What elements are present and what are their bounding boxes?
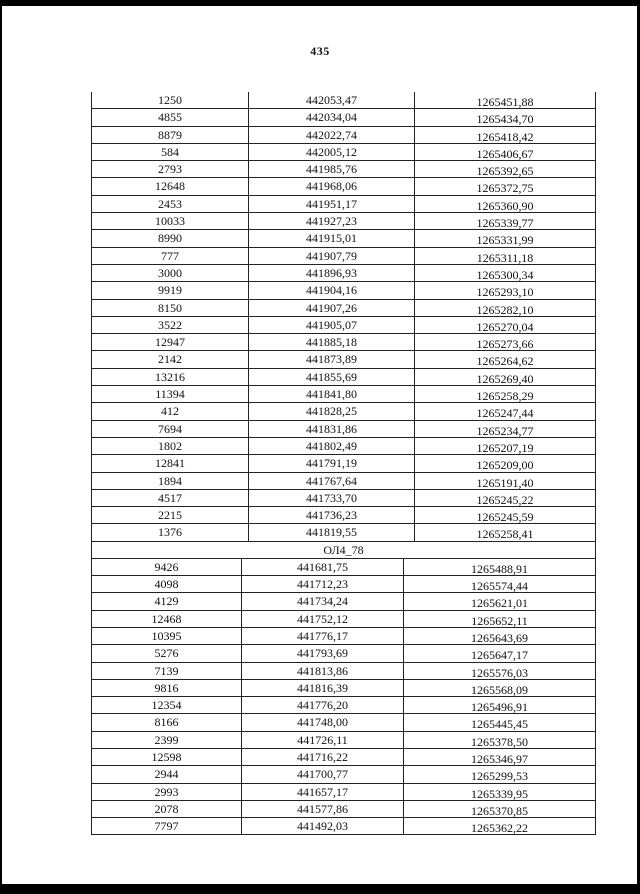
x-coordinate-cell: 442005,12 bbox=[249, 144, 415, 160]
x-coordinate-cell: 441968,06 bbox=[249, 178, 415, 194]
table-row bbox=[92, 766, 595, 783]
y-coordinate-cell: 1265311,18 bbox=[476, 250, 534, 264]
point-number-cell: 8990 bbox=[92, 230, 249, 246]
y-coordinate-cell: 1265362,22 bbox=[471, 821, 528, 835]
point-number-cell: 4129 bbox=[92, 593, 242, 609]
coordinates-table-block-2 bbox=[92, 559, 595, 836]
point-number-cell: 4517 bbox=[92, 490, 249, 506]
table-row bbox=[92, 282, 595, 299]
coordinates-table bbox=[91, 92, 596, 835]
table-row bbox=[92, 645, 595, 662]
point-number-cell: 1802 bbox=[92, 438, 249, 454]
y-coordinate-cell: 1265488,91 bbox=[471, 561, 528, 576]
x-coordinate-cell: 441736,23 bbox=[249, 507, 415, 523]
point-number-cell: 8879 bbox=[92, 127, 249, 143]
table-row bbox=[92, 144, 595, 161]
table-row bbox=[92, 593, 595, 610]
y-coordinate-cell: 1265378,50 bbox=[471, 734, 528, 748]
page-number: 435 bbox=[310, 44, 330, 58]
table-row bbox=[92, 196, 595, 213]
table-row bbox=[92, 732, 595, 749]
point-number-cell: 412 bbox=[92, 403, 249, 419]
x-coordinate-cell: 441907,79 bbox=[249, 248, 415, 264]
point-number-cell: 7694 bbox=[92, 421, 249, 437]
x-coordinate-cell: 442053,47 bbox=[249, 92, 415, 108]
point-number-cell: 2453 bbox=[92, 196, 249, 212]
y-coordinate-cell: 1265652,11 bbox=[471, 613, 528, 627]
y-coordinate-cell: 1265299,53 bbox=[471, 769, 528, 783]
y-coordinate-cell: 1265406,67 bbox=[476, 146, 534, 161]
point-number-cell: 7139 bbox=[92, 663, 242, 679]
point-number-cell: 12947 bbox=[92, 334, 249, 350]
table-row bbox=[92, 161, 595, 178]
table-row bbox=[92, 178, 595, 195]
x-coordinate-cell: 441767,64 bbox=[249, 473, 415, 489]
table-row bbox=[92, 334, 595, 351]
y-coordinate-cell: 1265451,88 bbox=[476, 95, 534, 109]
y-coordinate-cell: 1265282,10 bbox=[476, 302, 534, 316]
x-coordinate-cell: 442034,04 bbox=[249, 109, 415, 125]
table-row bbox=[92, 714, 595, 731]
x-coordinate-cell: 441841,80 bbox=[249, 386, 415, 402]
table-row bbox=[92, 300, 595, 317]
point-number-cell: 9919 bbox=[92, 282, 249, 298]
x-coordinate-cell: 441712,23 bbox=[242, 576, 404, 592]
x-coordinate-cell: 441855,69 bbox=[249, 369, 415, 385]
x-coordinate-cell: 441492,03 bbox=[242, 818, 404, 834]
table-row bbox=[92, 697, 595, 714]
point-number-cell: 12841 bbox=[92, 455, 249, 471]
table-row bbox=[92, 818, 595, 835]
y-coordinate-cell: 1265331,99 bbox=[476, 233, 534, 247]
point-number-cell: 11394 bbox=[92, 386, 249, 402]
y-coordinate-cell: 1265647,17 bbox=[471, 648, 528, 662]
point-number-cell: 2399 bbox=[92, 732, 242, 748]
table-row bbox=[92, 127, 595, 144]
y-coordinate-cell: 1265191,40 bbox=[476, 475, 534, 489]
table-row bbox=[92, 749, 595, 766]
y-coordinate-cell: 1265372,75 bbox=[476, 181, 534, 195]
point-number-cell: 10033 bbox=[92, 213, 249, 229]
table-row bbox=[92, 663, 595, 680]
point-number-cell: 1250 bbox=[92, 92, 249, 108]
table-row bbox=[92, 92, 595, 109]
point-number-cell: 5276 bbox=[92, 645, 242, 661]
table-row bbox=[92, 507, 595, 524]
x-coordinate-cell: 441985,76 bbox=[249, 161, 415, 177]
table-row bbox=[92, 473, 595, 490]
point-number-cell: 2142 bbox=[92, 351, 249, 367]
section-title: ОЛ4_78 bbox=[323, 542, 364, 557]
point-number-cell: 584 bbox=[92, 144, 249, 160]
table-row bbox=[92, 455, 595, 472]
y-coordinate-cell: 1265339,77 bbox=[476, 216, 534, 230]
y-coordinate-cell: 1265339,95 bbox=[471, 786, 528, 800]
x-coordinate-cell: 441802,49 bbox=[249, 438, 415, 454]
x-coordinate-cell: 441748,00 bbox=[242, 714, 404, 730]
x-coordinate-cell: 441726,11 bbox=[242, 732, 404, 748]
table-row bbox=[92, 369, 595, 386]
scan-border-bottom bbox=[0, 884, 640, 894]
y-coordinate-cell: 1265445,45 bbox=[471, 717, 528, 731]
point-number-cell: 12468 bbox=[92, 611, 242, 627]
y-coordinate-cell: 1265270,04 bbox=[476, 319, 534, 334]
table-row bbox=[92, 351, 595, 368]
point-number-cell: 2078 bbox=[92, 801, 242, 817]
point-number-cell: 9816 bbox=[92, 680, 242, 696]
table-row bbox=[92, 801, 595, 818]
table-row bbox=[92, 317, 595, 334]
y-coordinate-cell: 1265264,62 bbox=[476, 354, 534, 368]
x-coordinate-cell: 441831,86 bbox=[249, 421, 415, 437]
y-coordinate-cell: 1265247,44 bbox=[476, 406, 534, 420]
scan-border-top bbox=[0, 0, 640, 6]
x-coordinate-cell: 441700,77 bbox=[242, 766, 404, 782]
y-coordinate-cell: 1265258,29 bbox=[476, 389, 534, 403]
y-coordinate-cell: 1265293,10 bbox=[476, 285, 534, 299]
y-coordinate-cell: 1265269,40 bbox=[476, 371, 534, 386]
x-coordinate-cell: 441819,55 bbox=[249, 524, 415, 540]
x-coordinate-cell: 441904,16 bbox=[249, 282, 415, 298]
y-coordinate-cell: 1265273,66 bbox=[476, 337, 534, 351]
x-coordinate-cell: 441885,18 bbox=[249, 334, 415, 350]
x-coordinate-cell: 441813,86 bbox=[242, 663, 404, 679]
x-coordinate-cell: 441793,69 bbox=[242, 645, 404, 661]
point-number-cell: 2793 bbox=[92, 161, 249, 177]
point-number-cell: 12598 bbox=[92, 749, 242, 765]
point-number-cell: 3000 bbox=[92, 265, 249, 281]
table-row bbox=[92, 213, 595, 230]
table-row bbox=[92, 611, 595, 628]
table-row bbox=[92, 230, 595, 247]
point-number-cell: 777 bbox=[92, 248, 249, 264]
point-number-cell: 3522 bbox=[92, 317, 249, 333]
scan-border-left bbox=[0, 0, 2, 894]
table-row bbox=[92, 784, 595, 801]
section-header-row bbox=[92, 542, 595, 559]
table-row bbox=[92, 109, 595, 126]
x-coordinate-cell: 441681,75 bbox=[242, 559, 404, 575]
point-number-cell: 9426 bbox=[92, 559, 242, 575]
point-number-cell: 10395 bbox=[92, 628, 242, 644]
table-row bbox=[92, 403, 595, 420]
x-coordinate-cell: 441896,93 bbox=[249, 265, 415, 281]
table-row bbox=[92, 576, 595, 593]
y-coordinate-cell: 1265207,19 bbox=[476, 440, 534, 455]
point-number-cell: 8166 bbox=[92, 714, 242, 730]
x-coordinate-cell: 441776,20 bbox=[242, 697, 404, 713]
y-coordinate-cell: 1265496,91 bbox=[471, 700, 528, 714]
x-coordinate-cell: 441828,25 bbox=[249, 403, 415, 419]
table-row bbox=[92, 248, 595, 265]
point-number-cell: 4098 bbox=[92, 576, 242, 592]
table-row bbox=[92, 386, 595, 403]
x-coordinate-cell: 441657,17 bbox=[242, 784, 404, 800]
y-coordinate-cell: 1265234,77 bbox=[476, 423, 534, 437]
table-row bbox=[92, 524, 595, 541]
y-coordinate-cell: 1265568,09 bbox=[471, 682, 528, 697]
x-coordinate-cell: 441776,17 bbox=[242, 628, 404, 644]
x-coordinate-cell: 441873,89 bbox=[249, 351, 415, 367]
y-coordinate-cell: 1265574,44 bbox=[471, 579, 528, 593]
y-coordinate-cell: 1265643,69 bbox=[471, 630, 528, 645]
y-coordinate-cell: 1265245,59 bbox=[476, 510, 534, 524]
table-row bbox=[92, 421, 595, 438]
y-coordinate-cell: 1265360,90 bbox=[476, 198, 534, 213]
x-coordinate-cell: 441752,12 bbox=[242, 611, 404, 627]
y-coordinate-cell: 1265300,34 bbox=[476, 267, 534, 282]
y-coordinate-cell: 1265392,65 bbox=[476, 164, 534, 178]
point-number-cell: 7797 bbox=[92, 818, 242, 834]
x-coordinate-cell: 441734,24 bbox=[242, 593, 404, 609]
table-row bbox=[92, 438, 595, 455]
table-row bbox=[92, 680, 595, 697]
x-coordinate-cell: 441577,86 bbox=[242, 801, 404, 817]
y-coordinate-cell: 1265576,03 bbox=[471, 665, 528, 679]
table-row bbox=[92, 490, 595, 507]
point-number-cell: 12648 bbox=[92, 178, 249, 194]
y-coordinate-cell: 1265346,97 bbox=[471, 751, 528, 766]
x-coordinate-cell: 441907,26 bbox=[249, 300, 415, 316]
x-coordinate-cell: 441716,22 bbox=[242, 749, 404, 765]
x-coordinate-cell: 441816,39 bbox=[242, 680, 404, 696]
point-number-cell: 2944 bbox=[92, 766, 242, 782]
point-number-cell: 8150 bbox=[92, 300, 249, 316]
point-number-cell: 2215 bbox=[92, 507, 249, 523]
point-number-cell: 4855 bbox=[92, 109, 249, 125]
table-row bbox=[92, 265, 595, 282]
coordinates-table-block-1 bbox=[92, 92, 595, 542]
point-number-cell: 13216 bbox=[92, 369, 249, 385]
point-number-cell: 1894 bbox=[92, 473, 249, 489]
table-row bbox=[92, 628, 595, 645]
x-coordinate-cell: 441951,17 bbox=[249, 196, 415, 212]
x-coordinate-cell: 441927,23 bbox=[249, 213, 415, 229]
y-coordinate-cell: 1265621,01 bbox=[471, 596, 528, 610]
x-coordinate-cell: 441905,07 bbox=[249, 317, 415, 333]
x-coordinate-cell: 441733,70 bbox=[249, 490, 415, 506]
x-coordinate-cell: 441915,01 bbox=[249, 230, 415, 246]
point-number-cell: 12354 bbox=[92, 697, 242, 713]
y-coordinate-cell: 1265245,22 bbox=[476, 492, 534, 507]
y-coordinate-cell: 1265370,85 bbox=[471, 803, 528, 818]
point-number-cell: 1376 bbox=[92, 524, 249, 540]
y-coordinate-cell: 1265418,42 bbox=[476, 129, 534, 143]
y-coordinate-cell: 1265434,70 bbox=[476, 112, 534, 126]
x-coordinate-cell: 442022,74 bbox=[249, 127, 415, 143]
table-row bbox=[92, 559, 595, 576]
point-number-cell: 2993 bbox=[92, 784, 242, 800]
x-coordinate-cell: 441791,19 bbox=[249, 455, 415, 471]
y-coordinate-cell: 1265258,41 bbox=[476, 527, 534, 541]
y-coordinate-cell: 1265209,00 bbox=[476, 458, 534, 472]
